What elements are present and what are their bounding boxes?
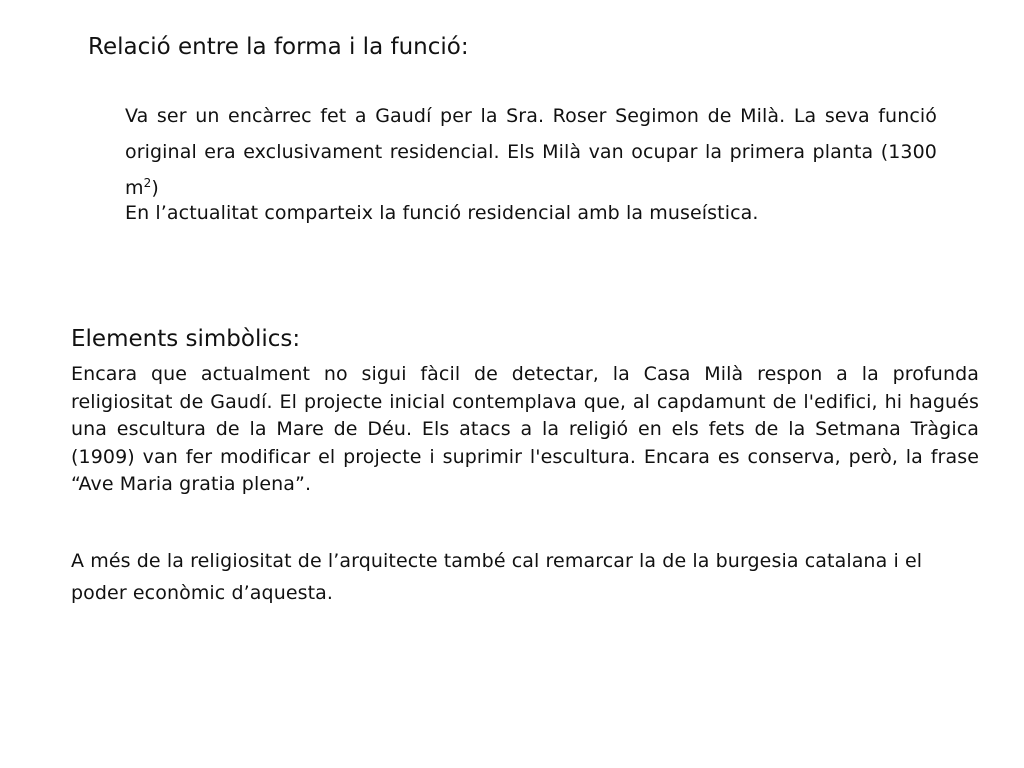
paragraph-commission-text: Va ser un encàrrec fet a Gaudí per la Sra. Roser Segimon de Milà. La seva funció original era exclusivament residencial. Els Milà van ocupar la primera planta (1300 m: [125, 105, 937, 199]
paragraph-commission: [125, 98, 937, 206]
section-title-form-function: Relació entre la forma i la funció:: [88, 34, 469, 60]
paragraph-current-function: En l’actualitat comparteix la funció residencial amb la museística.: [125, 202, 759, 224]
section-title-symbolic-elements: Elements simbòlics:: [71, 326, 301, 352]
paragraph-religiosity: Encara que actualment no sigui fàcil de detectar, la Casa Milà respon a la profunda religiositat de Gaudí. El projecte inicial contemplava que, al capdamunt de l'edifici, hi hagués una escultura de la Mare de Déu. Els atacs a la religió en els fets de la Setmana Tràgica (1909) van fer modificar el projecte i suprimir l'escultura. Encara es conserva, però, la frase “Ave Maria gratia plena”.: [71, 363, 979, 495]
paragraph-commission-close: ): [151, 177, 159, 199]
superscript-2: 2: [143, 176, 152, 190]
paragraph-bourgeoisie: A més de la religiositat de l’arquitecte també cal remarcar la de la burgesia catalana i el poder econòmic d’aquesta.: [71, 550, 923, 604]
